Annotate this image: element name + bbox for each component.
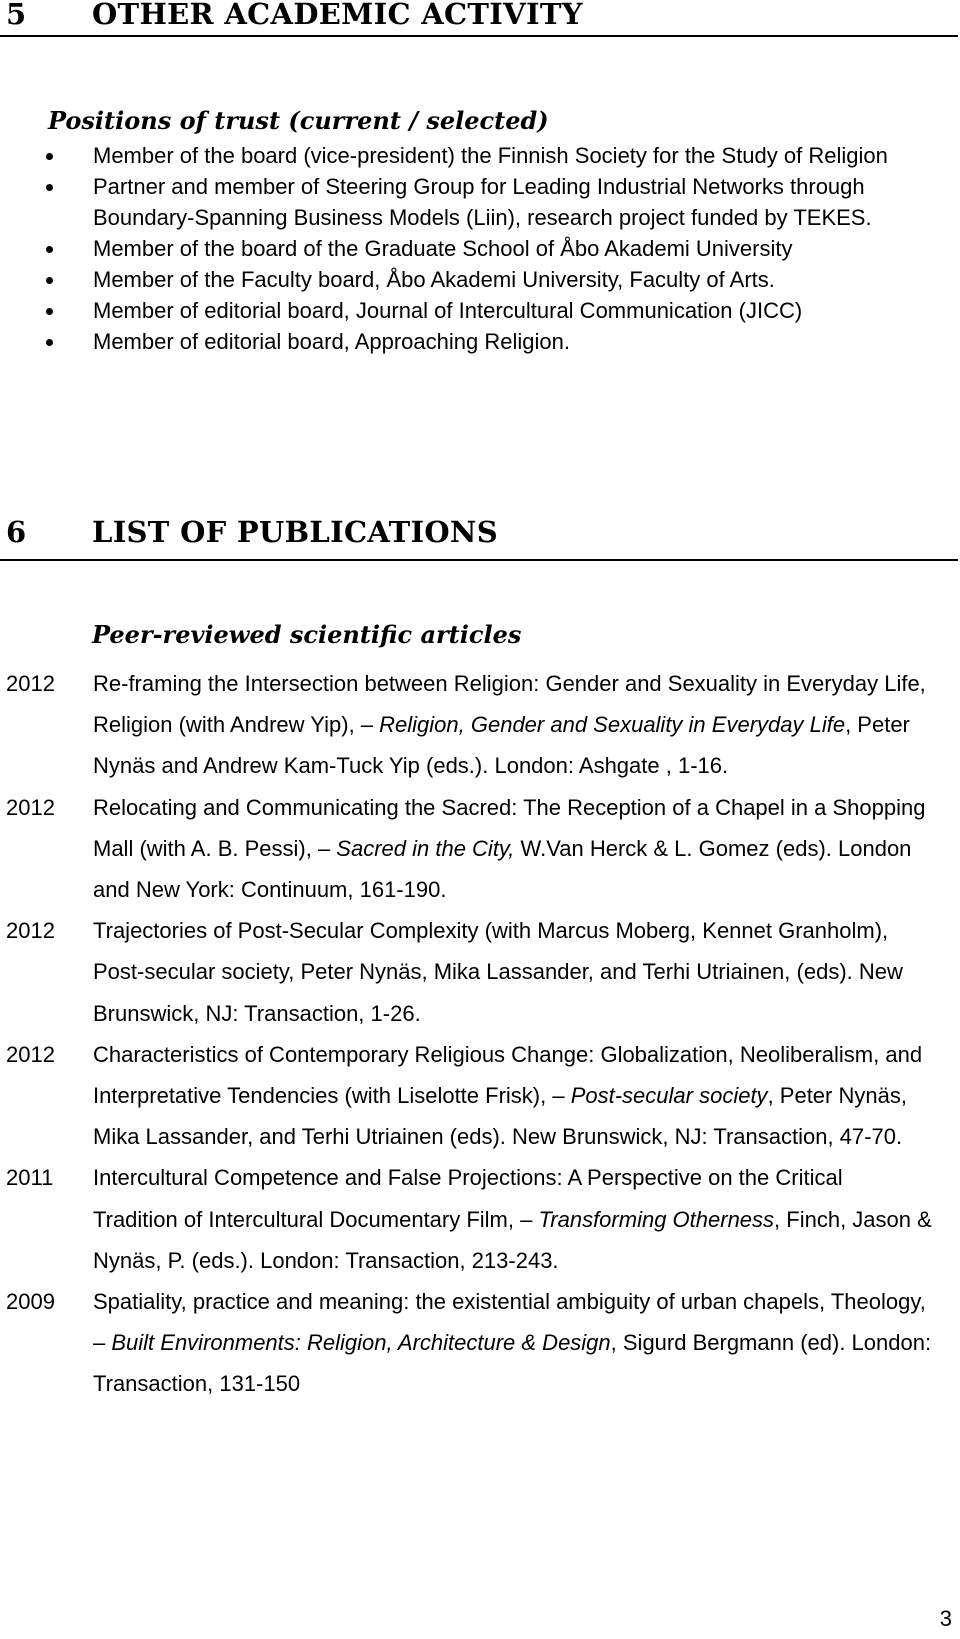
publication-entry [0, 663, 960, 787]
publication-text-tail: , Sigurd Bergmann (ed). London: Transaction, 131-150 [93, 1330, 932, 1397]
section-title: LIST OF PUBLICATIONS [92, 515, 498, 549]
publication-title-italic: Built Environments: Religion, Architecture & Design [111, 1330, 611, 1356]
publication-entry [0, 1157, 960, 1281]
publication-entry [0, 787, 960, 911]
section-number: 6 [6, 515, 27, 549]
publication-year: 2012 [6, 794, 55, 820]
publication-text-tail: , Finch, Jason & Nynäs, P. (eds.). London: Transaction, 213-243. [93, 1206, 932, 1273]
section-title: OTHER ACADEMIC ACTIVITY [92, 0, 583, 31]
list-item: Member of the Faculty board, Åbo Akademi University, Faculty of Arts. [0, 264, 960, 295]
list-item: Member of the board of the Graduate School of Åbo Akademi University [0, 233, 960, 264]
page-number: 3 [939, 1606, 952, 1631]
publication-entry [0, 910, 960, 1034]
section-heading-list-of-publications [0, 515, 958, 561]
section-heading-other-academic-activity [0, 0, 958, 37]
bullet-icon [46, 246, 53, 253]
publication-text: Spatiality, practice and meaning: the existential ambiguity of urban chapels, Theology, – [93, 1289, 926, 1356]
publication-text: Intercultural Competence and False Projections: A Perspective on the Critical Tradition of Intercultural Documentary Film, – [93, 1165, 843, 1232]
bullet-icon [46, 308, 53, 315]
publication-text: Re-framing the Intersection between Religion: Gender and Sexuality in Everyday Life, Religion (with Andrew Yip), – [93, 671, 926, 738]
positions-of-trust-heading: Positions of trust (current / selected) [48, 106, 549, 135]
publication-list [0, 663, 960, 1405]
publication-text-tail: , Peter Nynäs and Andrew Kam-Tuck Yip (eds.). London: Ashgate , 1-16. [93, 712, 910, 779]
publication-year: 2012 [6, 671, 55, 696]
publication-title-italic: Religion, Gender and Sexuality in Everyday Life [379, 712, 846, 738]
publication-year: 2012 [6, 1041, 55, 1067]
bullet-icon [46, 277, 53, 284]
publication-year: 2012 [6, 918, 55, 944]
publication-text-tail: W.Van Herck & L. Gomez (eds). London and New York: Continuum, 161-190. [93, 835, 912, 903]
list-item: Member of the board (vice-president) the Finnish Society for the Study of Religion [0, 140, 960, 171]
publication-text: Characteristics of Contemporary Religious Change: Globalization, Neoliberalism, and Interpretative Tendencies (with Liselotte Frisk), – [93, 1041, 923, 1109]
publication-title-italic: Post-secular society [570, 1083, 768, 1109]
publication-text-tail: , Peter Nynäs, Mika Lassander, and Terhi Utriainen (eds). New Brunswick, NJ: Transaction, 47-70. [93, 1083, 907, 1150]
publication-year: 2011 [6, 1165, 54, 1191]
peer-reviewed-heading: Peer-reviewed scientific articles [92, 620, 522, 649]
positions-of-trust-list [0, 140, 960, 357]
bullet-icon [46, 339, 53, 346]
list-item: Member of editorial board, Journal of Intercultural Communication (JICC) [0, 295, 960, 326]
publication-text: Trajectories of Post-Secular Complexity (with Marcus Moberg, Kennet Granholm), Post-secular society, Peter Nynäs, Mika Lassander, and Terhi Utriainen, (eds). New Brunswick, NJ: Transaction, 1-26. [93, 918, 903, 1026]
publication-entry [0, 1281, 960, 1405]
bullet-icon [46, 153, 53, 160]
publication-year: 2009 [6, 1289, 55, 1315]
list-item: Member of editorial board, Approaching Religion. [0, 326, 960, 357]
publication-title-italic: Sacred in the City, [336, 835, 515, 861]
publication-title-italic: Transforming Otherness [538, 1206, 775, 1232]
publication-entry [0, 1034, 960, 1158]
list-item: Partner and member of Steering Group for Leading Industrial Networks through Boundary-Spanning Business Models (Liin), research project funded by TEKES. [0, 171, 960, 233]
section-number: 5 [6, 0, 27, 31]
publication-text: Relocating and Communicating the Sacred: The Reception of a Chapel in a Shopping Mall (with A. B. Pessi), – [93, 794, 926, 861]
bullet-icon [46, 184, 53, 191]
